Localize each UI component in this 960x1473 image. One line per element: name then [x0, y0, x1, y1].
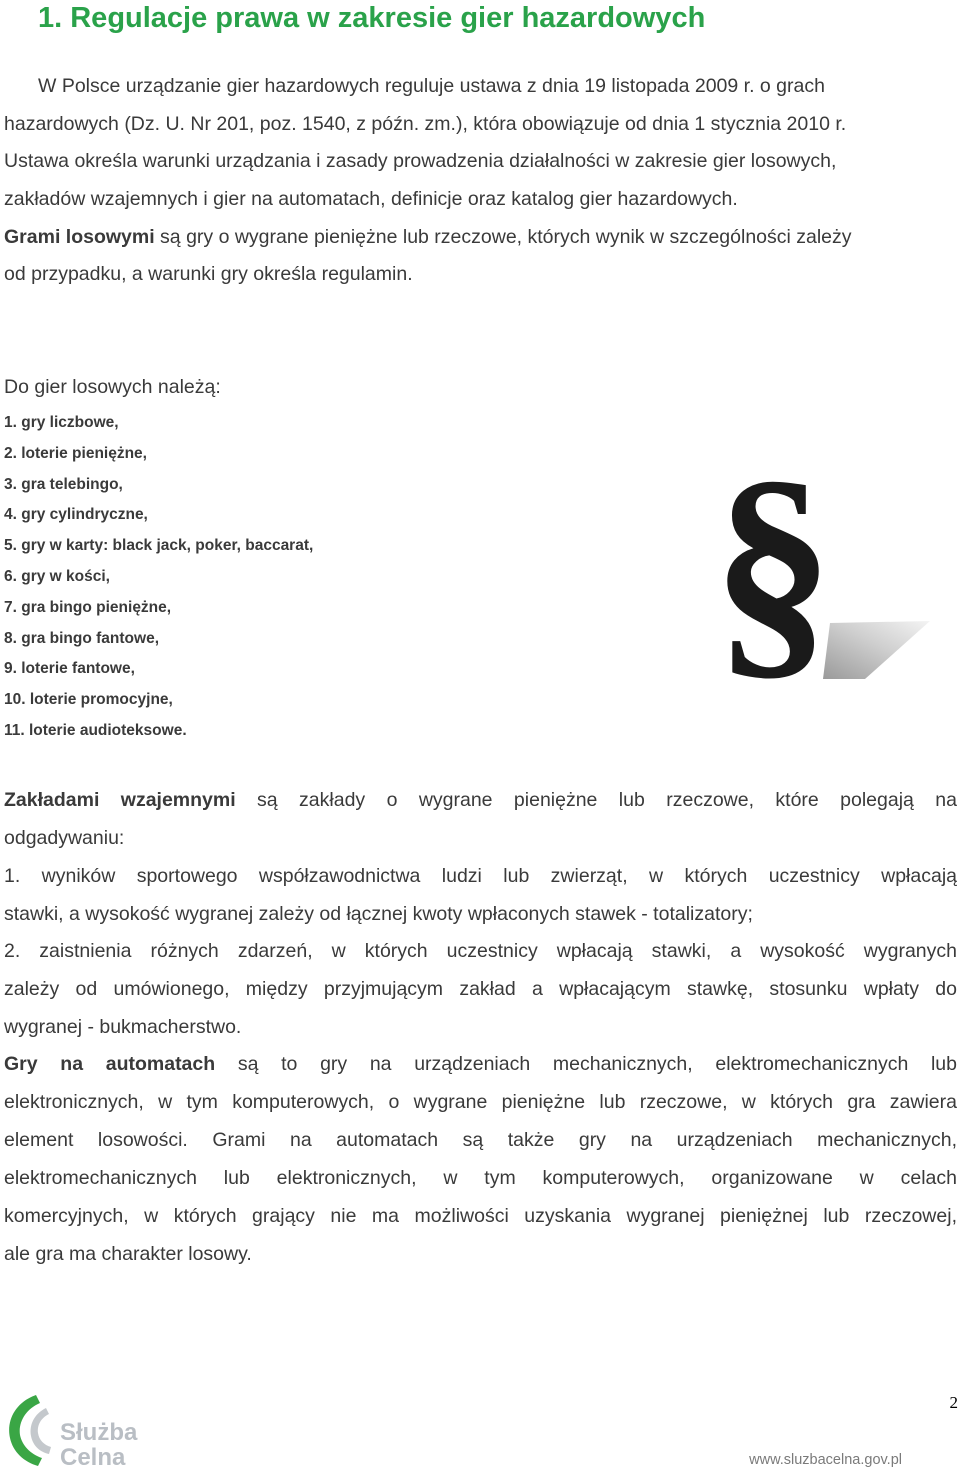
list-item: 4. gry cylindryczne, — [4, 506, 148, 524]
machines-definition: są to gry na urządzeniach mechanicznych, elektromechanicznych lub — [215, 1053, 958, 1075]
section-sign-glyph: § — [711, 443, 835, 688]
machines-line-3: element losowości. Grami na automatach są także gry na urządzeniach mechanicznych, — [4, 1129, 957, 1151]
list-item: 1. gry liczbowe, — [4, 414, 119, 431]
grami-losowymi-definition: są gry o wygrane pieniężne lub rzeczowe, których wynik w szczególności zależy — [154, 226, 852, 248]
intro-line-2: hazardowych (Dz. U. Nr 201, poz. 1540, z późn. zm.), która obowiązuje od dnia 1 stycznia 2010 r. — [4, 113, 847, 135]
list-item: 3. gra telebingo, — [4, 475, 123, 493]
list-item: 2. loterie pieniężne, — [4, 444, 147, 462]
bets-term: Zakładami wzajemnymi — [4, 789, 236, 811]
logo-text-line-1: Służba — [60, 1419, 138, 1446]
list-item: 9. loterie fantowe, — [4, 660, 135, 678]
bets-item-1-line-2: stawki, a wysokość wygranej zależy od łącznej kwoty wpłaconych stawek - totalizatory; — [4, 903, 753, 925]
list-item: 8. gra bingo fantowe, — [4, 629, 160, 647]
intro-line-3: Ustawa określa warunki urządzania i zasady prowadzenia działalności w zakresie gier losowych, — [4, 150, 837, 172]
grami-losowymi-line-2: od przypadku, a warunki gry określa regulamin. — [4, 263, 413, 285]
list-item: 11. loterie audioteksowe. — [4, 721, 187, 739]
sluzba-celna-logo-icon — [2, 1392, 58, 1470]
games-list — [4, 411, 313, 750]
sluzba-celna-logo — [2, 1390, 147, 1470]
machines-line-2: elektronicznych, w tym komputerowych, o wygrane pieniężne lub rzeczowe, w których gra zawiera — [4, 1091, 957, 1113]
machines-term: Gry na automatach — [4, 1053, 216, 1075]
intro-line-4: zakładów wzajemnych i gier na automatach, definicje oraz katalog gier hazardowych. — [4, 188, 738, 210]
bets-item-1 — [4, 864, 957, 926]
bets-definition: są zakłady o wygrane pieniężne lub rzeczowe, które polegają na — [235, 789, 957, 811]
bets-item-2-line-1: 2. zaistnienia różnych zdarzeń, w których uczestnicy wpłacają stawki, a wysokość wygranych — [4, 940, 957, 962]
grami-losowymi-term: Grami losowymi — [4, 226, 155, 248]
bets-item-2-line-3: wygranej - bukmacherstwo. — [4, 1016, 242, 1038]
bets-item-2 — [4, 939, 957, 1039]
section-sign-icon — [705, 443, 930, 688]
games-list-title: Do gier losowych należą: — [4, 376, 221, 398]
footer-url-link[interactable]: www.sluzbacelna.gov.pl — [749, 1452, 902, 1468]
list-item: 7. gra bingo pieniężne, — [4, 598, 172, 616]
grami-losowymi-line-1 — [4, 225, 852, 249]
bets-item-1-line-1: 1. wyników sportowego współzawodnictwa ludzi lub zwierząt, w których uczestnicy wpłacają — [4, 865, 957, 887]
page-heading: 1. Regulacje prawa w zakresie gier hazardowych — [38, 2, 706, 34]
machines-paragraph — [4, 1052, 957, 1266]
machines-line-5: komercyjnych, w których grający nie ma możliwości uzyskania wygranej pieniężnej lub rzeczowej, — [4, 1205, 957, 1227]
machines-line-6: ale gra ma charakter losowy. — [4, 1243, 252, 1265]
machines-line-4: elektromechanicznych lub elektronicznych, w tym komputerowych, organizowane w celach — [4, 1167, 957, 1189]
bets-line-2: odgadywaniu: — [4, 827, 125, 849]
page-number: 2 — [949, 1393, 958, 1412]
bets-line-1 — [4, 788, 957, 812]
list-item: 10. loterie promocyjne, — [4, 691, 173, 709]
logo-text-line-2: Celna — [60, 1444, 126, 1471]
list-item: 5. gry w karty: black jack, poker, baccarat, — [4, 537, 314, 555]
list-item: 6. gry w kości, — [4, 567, 110, 585]
machines-line-1 — [4, 1052, 957, 1076]
intro-line-1: W Polsce urządzanie gier hazardowych reguluje ustawa z dnia 19 listopada 2009 r. o grach — [38, 75, 825, 97]
bets-item-2-line-2: zależy od umówionego, między przyjmującym zakład a wpłacającym stawkę, stosunku wpłaty do — [4, 978, 957, 1000]
